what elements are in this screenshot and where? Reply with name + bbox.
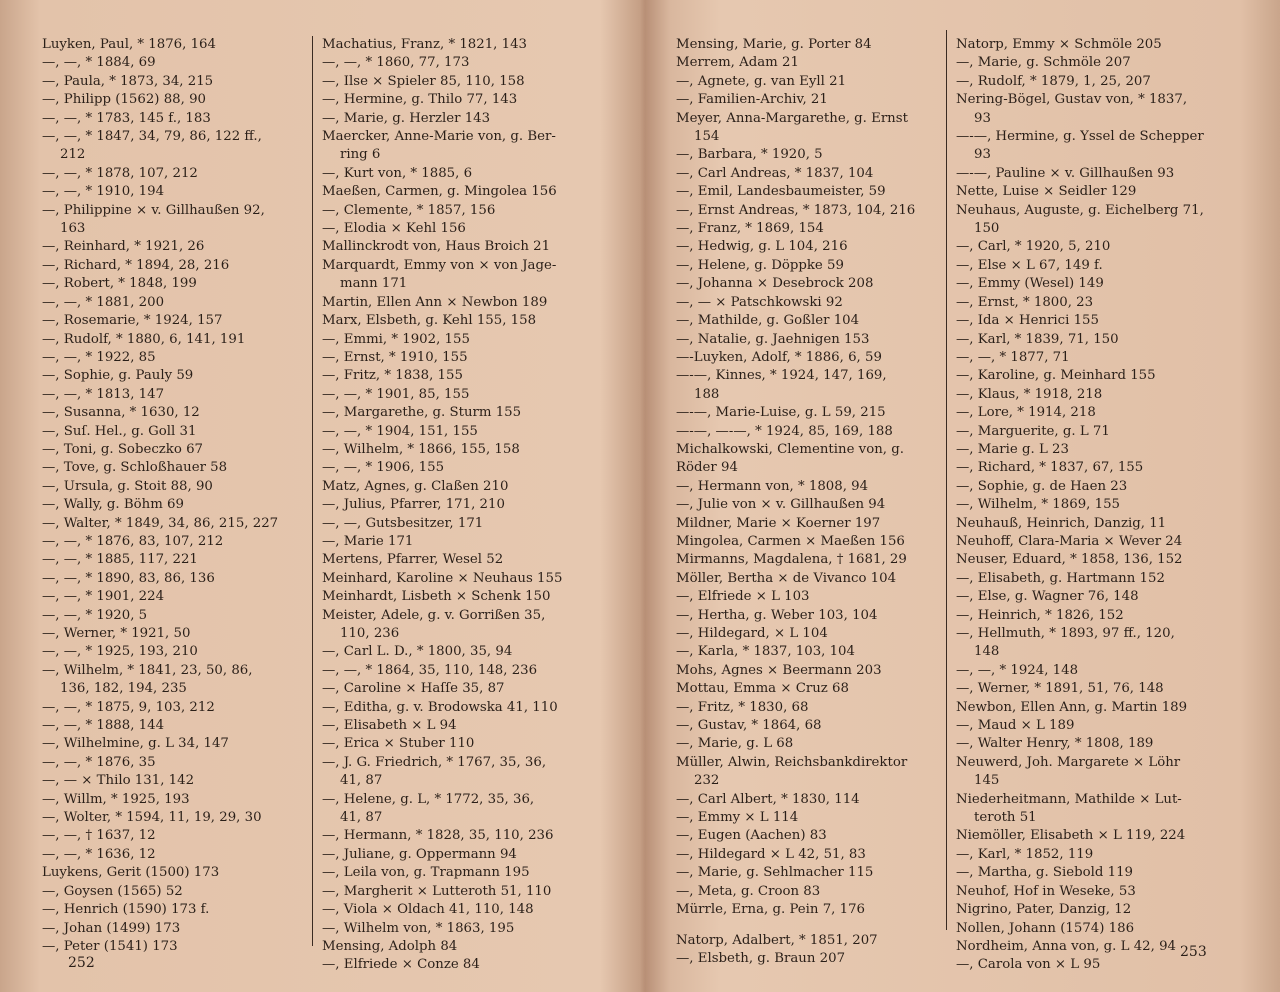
index-entry: —, Caroline × Haſſe 35, 87 [322, 681, 505, 697]
index-entry: —, Julius, Pfarrer, 171, 210 [322, 497, 505, 513]
index-entry: Nette, Luise × Seidler 129 [956, 184, 1137, 200]
index-entry: —, —, * 1636, 12 [42, 846, 156, 862]
index-entry: —, —, * 1920, 5 [42, 607, 148, 623]
index-entry: —, Richard, * 1894, 28, 216 [42, 257, 230, 273]
index-column-left-1 [42, 36, 278, 956]
index-entry: mann 171 [340, 276, 408, 292]
index-entry: —, Familien-Archiv, 21 [676, 92, 828, 108]
index-entry: —, Wally, g. Böhm 69 [42, 497, 184, 513]
index-entry: Neuser, Eduard, * 1858, 136, 152 [956, 552, 1183, 568]
index-entry: —, Meta, g. Croon 83 [676, 883, 821, 899]
index-entry: —, —, * 1910, 194 [42, 184, 165, 200]
index-entry: —, —, * 1878, 107, 212 [42, 165, 198, 181]
index-entry: —, Eugen (Aachen) 83 [676, 828, 827, 844]
index-entry: Neuhauß, Heinrich, Danzig, 11 [956, 515, 1167, 531]
index-entry: —, Helene, g. Döppke 59 [676, 257, 844, 273]
index-entry: 145 [974, 773, 1000, 789]
index-entry: —, Editha, g. v. Brodowska 41, 110 [322, 699, 558, 715]
index-entry: —, Franz, * 1869, 154 [676, 221, 824, 237]
index-entry: —, —, * 1783, 145 f., 183 [42, 110, 211, 126]
index-entry: Mürrle, Erna, g. Pein 7, 176 [676, 902, 865, 918]
index-entry: —, Walter, * 1849, 34, 86, 215, 227 [42, 515, 279, 531]
index-entry: —, J. G. Friedrich, * 1767, 35, 36, [322, 754, 547, 770]
index-entry: Neuwerd, Joh. Margarete × Löhr [956, 754, 1181, 770]
index-entry: —, Werner, * 1921, 50 [42, 626, 191, 641]
index-entry: —, —, † 1637, 12 [42, 828, 156, 844]
index-entry: Marx, Elsbeth, g. Kehl 155, 158 [322, 313, 537, 329]
index-entry: Niederheitmann, Mathilde × Lut- [956, 791, 1182, 807]
index-entry: Maeßen, Carmen, g. Mingolea 156 [322, 184, 557, 200]
index-entry: 41, 87 [340, 810, 383, 826]
index-entry: —, Leila von, g. Trapmann 195 [322, 865, 530, 881]
index-entry: Mertens, Pfarrer, Wesel 52 [322, 552, 504, 568]
index-entry: —, Emmi, * 1902, 155 [322, 331, 470, 347]
index-entry: —, —, * 1881, 200 [42, 294, 165, 310]
index-entry: —, Else, g. Wagner 76, 148 [956, 589, 1139, 605]
index-entry: —, Marie g. L 23 [956, 441, 1069, 457]
index-entry: —, Carola von × L 95 [956, 957, 1101, 973]
index-entry: —, — × Patschkowski 92 [676, 294, 843, 310]
index-entry: —, Sophie, g. Pauly 59 [42, 368, 194, 384]
index-entry: —, Wilhelmine, g. L 34, 147 [42, 736, 229, 752]
index-entry: —, —, * 1924, 148 [956, 662, 1079, 678]
index-entry: —, Elsbeth, g. Braun 207 [676, 950, 846, 966]
index-entry: —, Karla, * 1837, 103, 104 [676, 644, 855, 660]
page-number-left: 252 [68, 955, 95, 971]
index-entry: —, —, * 1885, 117, 221 [42, 552, 198, 568]
index-entry: —, Wilhelm, * 1866, 155, 158 [322, 441, 520, 457]
index-entry: —, Rudolf, * 1880, 6, 141, 191 [42, 331, 246, 347]
index-entry: Meinhard, Karoline × Neuhaus 155 [322, 570, 563, 586]
index-entry: —, — × Thilo 131, 142 [42, 773, 195, 789]
index-entry: —, —, * 1864, 35, 110, 148, 236 [322, 662, 538, 678]
index-entry: —, Ernst, * 1910, 155 [322, 349, 468, 365]
index-entry: Nordheim, Anna von, g. L 42, 94 [956, 938, 1176, 954]
index-entry: —, Reinhard, * 1921, 26 [42, 239, 205, 255]
index-entry: —, Fritz, * 1830, 68 [676, 699, 809, 715]
index-entry: —, Viola × Oldach 41, 110, 148 [322, 902, 534, 918]
index-entry: Möller, Bertha × de Vivanco 104 [676, 570, 897, 586]
index-entry: Maercker, Anne-Marie von, g. Ber- [322, 129, 556, 145]
index-entry: —, —, * 1901, 224 [42, 589, 165, 605]
index-entry: Meister, Adele, g. v. Gorrißen 35, [322, 607, 546, 623]
index-entry: —, —, * 1884, 69 [42, 55, 156, 71]
index-entry: —, Gustav, * 1864, 68 [676, 718, 822, 734]
index-entry: —, —, * 1875, 9, 103, 212 [42, 699, 215, 715]
index-entry: —, Julie von × v. Gillhaußen 94 [676, 497, 886, 513]
index-entry: Luykens, Gerit (1500) 173 [42, 865, 220, 881]
index-entry: —, Ida × Henrici 155 [956, 313, 1099, 329]
index-entry: —, —, * 1906, 155 [322, 460, 445, 476]
index-entry: —, —, Gutsbesitzer, 171 [322, 515, 484, 531]
index-entry: —-—, —-—, * 1924, 85, 169, 188 [676, 423, 893, 439]
index-entry: —, Rudolf, * 1879, 1, 25, 207 [956, 73, 1151, 89]
index-entry: —, Wolter, * 1594, 11, 19, 29, 30 [42, 810, 262, 826]
index-entry: —, Willm, * 1925, 193 [42, 791, 190, 807]
index-entry: —, Elisabeth × L 94 [322, 718, 457, 734]
index-entry: —, Richard, * 1837, 67, 155 [956, 460, 1144, 476]
index-entry: 41, 87 [340, 773, 383, 789]
index-entry: —, Wilhelm, * 1841, 23, 50, 86, [42, 662, 253, 678]
index-entry: Müller, Alwin, Reichsbankdirektor [676, 754, 908, 770]
index-entry: —, Marie, g. Sehlmacher 115 [676, 865, 874, 881]
index-entry: Röder 94 [676, 460, 738, 476]
index-entry: —, Ilse × Spieler 85, 110, 158 [322, 73, 525, 89]
index-entry: Natorp, Adalbert, * 1851, 207 [676, 932, 878, 948]
index-entry: —, Goysen (1565) 52 [42, 883, 183, 899]
index-entry: —, Tove, g. Schloßhauer 58 [42, 460, 228, 476]
index-entry: Mohs, Agnes × Beermann 203 [676, 662, 882, 678]
column-divider [312, 36, 313, 946]
index-entry: —, Karoline, g. Meinhard 155 [956, 368, 1156, 384]
index-entry: Mensing, Marie, g. Porter 84 [676, 37, 872, 52]
index-entry: —, Maud × L 189 [956, 718, 1075, 734]
index-entry: —, —, * 1877, 71 [956, 349, 1070, 365]
index-entry: 136, 182, 194, 235 [60, 681, 187, 697]
index-entry: —, Robert, * 1848, 199 [42, 276, 197, 292]
index-entry: —, Hermann, * 1828, 35, 110, 236 [322, 828, 554, 844]
index-entry: 148 [974, 644, 1000, 660]
index-entry: Machatius, Franz, * 1821, 143 [322, 37, 527, 52]
index-entry: —, Elfriede × L 103 [676, 589, 810, 605]
index-entry: Natorp, Emmy × Schmöle 205 [956, 37, 1162, 52]
index-entry: —-Luyken, Adolf, * 1886, 6, 59 [676, 349, 882, 365]
index-entry: ring 6 [340, 147, 381, 163]
index-entry: —, Lore, * 1914, 218 [956, 405, 1096, 421]
index-entry: —, Philippine × v. Gillhaußen 92, [42, 202, 265, 218]
index-entry: Mottau, Emma × Cruz 68 [676, 681, 849, 697]
index-entry: Meinhardt, Lisbeth × Schenk 150 [322, 589, 551, 605]
index-entry: —, Carl, * 1920, 5, 210 [956, 239, 1111, 255]
index-entry: —, —, * 1904, 151, 155 [322, 423, 478, 439]
index-entry: —, Kurt von, * 1885, 6 [322, 165, 473, 181]
index-entry: —, Sophie, g. de Haen 23 [956, 478, 1128, 494]
index-entry: —-—, Marie-Luise, g. L 59, 215 [676, 405, 886, 421]
index-entry: —, —, * 1860, 77, 173 [322, 55, 470, 71]
index-entry: Michalkowski, Clementine von, g. [676, 441, 904, 457]
index-entry: —, Emil, Landesbaumeister, 59 [676, 184, 886, 200]
index-entry: Mallinckrodt von, Haus Broich 21 [322, 239, 551, 255]
index-entry: 93 [974, 147, 991, 163]
index-entry: —, Werner, * 1891, 51, 76, 148 [956, 681, 1164, 697]
index-entry: —, Hellmuth, * 1893, 97 ff., 120, [956, 626, 1175, 641]
index-entry: Neuhof, Hof in Weseke, 53 [956, 883, 1136, 899]
index-entry: —, Karl, * 1852, 119 [956, 846, 1094, 862]
index-entry: Nering-Bögel, Gustav von, * 1837, [956, 92, 1188, 108]
index-entry: —, Ernst, * 1800, 23 [956, 294, 1094, 310]
index-entry: —, Emmy (Wesel) 149 [956, 276, 1104, 292]
index-column-right-1 [676, 36, 915, 968]
index-entry: —, Hermann von, * 1808, 94 [676, 478, 869, 494]
index-entry: —, Marie, g. L 68 [676, 736, 794, 752]
index-entry: —, Emmy × L 114 [676, 810, 799, 826]
index-entry: —, Margherit × Lutteroth 51, 110 [322, 883, 552, 899]
index-entry: Nigrino, Pater, Danzig, 12 [956, 902, 1132, 918]
index-entry: —, Philipp (1562) 88, 90 [42, 92, 207, 108]
index-entry: —, Elfriede × Conze 84 [322, 957, 480, 973]
index-entry: Neuhoff, Clara-Maria × Wever 24 [956, 533, 1183, 549]
index-entry: —, Clemente, * 1857, 156 [322, 202, 496, 218]
index-entry: —, Mathilde, g. Goßler 104 [676, 313, 860, 329]
index-entry: Martin, Ellen Ann × Newbon 189 [322, 294, 548, 310]
index-entry: —, Hertha, g. Weber 103, 104 [676, 607, 878, 623]
index-entry: —, Hildegard, × L 104 [676, 626, 828, 641]
index-entry: —, Henrich (1590) 173 f. [42, 902, 210, 918]
index-entry: Meyer, Anna-Margarethe, g. Ernst [676, 110, 908, 126]
index-entry: —, Paula, * 1873, 34, 215 [42, 73, 214, 89]
index-entry: —, Hildegard × L 42, 51, 83 [676, 846, 866, 862]
index-entry: —-—, Kinnes, * 1924, 147, 169, [676, 368, 887, 384]
index-entry: Matz, Agnes, g. Claßen 210 [322, 478, 509, 494]
index-column-left-2 [322, 36, 562, 975]
index-entry: —, Karl, * 1839, 71, 150 [956, 331, 1119, 347]
index-entry: —, Marie 171 [322, 533, 414, 549]
index-entry: Mingolea, Carmen × Maeßen 156 [676, 533, 905, 549]
index-entry: —, Elisabeth, g. Hartmann 152 [956, 570, 1165, 586]
index-entry: —, Carl Andreas, * 1837, 104 [676, 165, 874, 181]
index-entry: —, Hermine, g. Thilo 77, 143 [322, 92, 518, 108]
index-entry: Mirmanns, Magdalena, † 1681, 29 [676, 552, 907, 568]
index-entry: 154 [694, 129, 720, 145]
index-entry: —, Toni, g. Sobeczko 67 [42, 441, 203, 457]
index-entry: —, —, * 1847, 34, 79, 86, 122 ff., [42, 129, 262, 145]
index-entry: —, Fritz, * 1838, 155 [322, 368, 463, 384]
index-entry: —, Barbara, * 1920, 5 [676, 147, 823, 163]
index-entry: —, Elodia × Kehl 156 [322, 221, 466, 237]
index-entry: 163 [60, 221, 86, 237]
index-entry: 93 [974, 110, 991, 126]
index-entry: 232 [694, 773, 720, 789]
index-entry: —, —, * 1922, 85 [42, 349, 156, 365]
index-entry: —, Walter Henry, * 1808, 189 [956, 736, 1154, 752]
index-entry: —, Wilhelm von, * 1863, 195 [322, 920, 515, 936]
index-entry: —, Marie, g. Herzler 143 [322, 110, 491, 126]
index-column-right-2 [956, 36, 1204, 975]
index-entry: —, —, * 1876, 83, 107, 212 [42, 533, 224, 549]
index-entry: —, Hedwig, g. L 104, 216 [676, 239, 848, 255]
index-entry: —, Ernst Andreas, * 1873, 104, 216 [676, 202, 916, 218]
index-entry: —, Johan (1499) 173 [42, 920, 181, 936]
index-entry: —, Heinrich, * 1826, 152 [956, 607, 1124, 623]
index-entry: 188 [694, 386, 720, 402]
index-entry: —, —, * 1901, 85, 155 [322, 386, 470, 402]
page-number-right: 253 [1180, 944, 1207, 960]
index-entry: —, Margarethe, g. Sturm 155 [322, 405, 522, 421]
index-entry: —, Erica × Stuber 110 [322, 736, 475, 752]
right-page [640, 0, 1280, 992]
index-entry: —, Juliane, g. Oppermann 94 [322, 846, 517, 862]
index-entry: —, Martha, g. Siebold 119 [956, 865, 1134, 881]
index-entry: —, Rosemarie, * 1924, 157 [42, 313, 223, 329]
index-entry: 110, 236 [340, 626, 400, 641]
index-entry: —, —, * 1888, 144 [42, 718, 165, 734]
index-entry: Mildner, Marie × Koerner 197 [676, 515, 881, 531]
index-entry: Marquardt, Emmy von × von Jage- [322, 257, 557, 273]
index-entry: —, —, * 1813, 147 [42, 386, 165, 402]
index-entry: Niemöller, Elisabeth × L 119, 224 [956, 828, 1186, 844]
index-entry: —, Marie, g. Schmöle 207 [956, 55, 1131, 71]
index-entry: Luyken, Paul, * 1876, 164 [42, 37, 216, 52]
index-entry: Merrem, Adam 21 [676, 55, 799, 71]
index-entry: Neuhaus, Auguste, g. Eichelberg 71, [956, 202, 1204, 218]
index-entry: —, —, * 1876, 35 [42, 754, 156, 770]
index-entry: —, Carl L. D., * 1800, 35, 94 [322, 644, 513, 660]
index-entry: —-—, Pauline × v. Gillhaußen 93 [956, 165, 1175, 181]
index-entry: —, Ursula, g. Stoit 88, 90 [42, 478, 213, 494]
index-entry: —, Wilhelm, * 1869, 155 [956, 497, 1120, 513]
index-entry: Newbon, Ellen Ann, g. Martin 189 [956, 699, 1188, 715]
index-entry: —, —, * 1925, 193, 210 [42, 644, 198, 660]
index-entry: —, Peter (1541) 173 [42, 938, 178, 954]
index-entry: Nollen, Johann (1574) 186 [956, 920, 1135, 936]
index-entry: —, —, * 1890, 83, 86, 136 [42, 570, 215, 586]
index-entry: —, Agnete, g. van Eyll 21 [676, 73, 847, 89]
index-entry: —, Carl Albert, * 1830, 114 [676, 791, 860, 807]
index-entry: teroth 51 [974, 810, 1037, 826]
index-entry: —, Johanna × Desebrock 208 [676, 276, 874, 292]
index-entry: —, Marguerite, g. L 71 [956, 423, 1110, 439]
column-divider [946, 30, 947, 930]
index-entry: 150 [974, 221, 1000, 237]
index-entry: —, Natalie, g. Jaehnigen 153 [676, 331, 870, 347]
index-entry: —, Susanna, * 1630, 12 [42, 405, 200, 421]
index-entry: 212 [60, 147, 86, 163]
index-entry: —, Helene, g. L, * 1772, 35, 36, [322, 791, 535, 807]
index-entry: —-—, Hermine, g. Yssel de Schepper [956, 129, 1204, 145]
index-entry: Mensing, Adolph 84 [322, 938, 458, 954]
index-entry: —, Else × L 67, 149 f. [956, 257, 1103, 273]
index-entry: —, Suſ. Hel., g. Goll 31 [42, 423, 197, 439]
index-entry: —, Klaus, * 1918, 218 [956, 386, 1103, 402]
